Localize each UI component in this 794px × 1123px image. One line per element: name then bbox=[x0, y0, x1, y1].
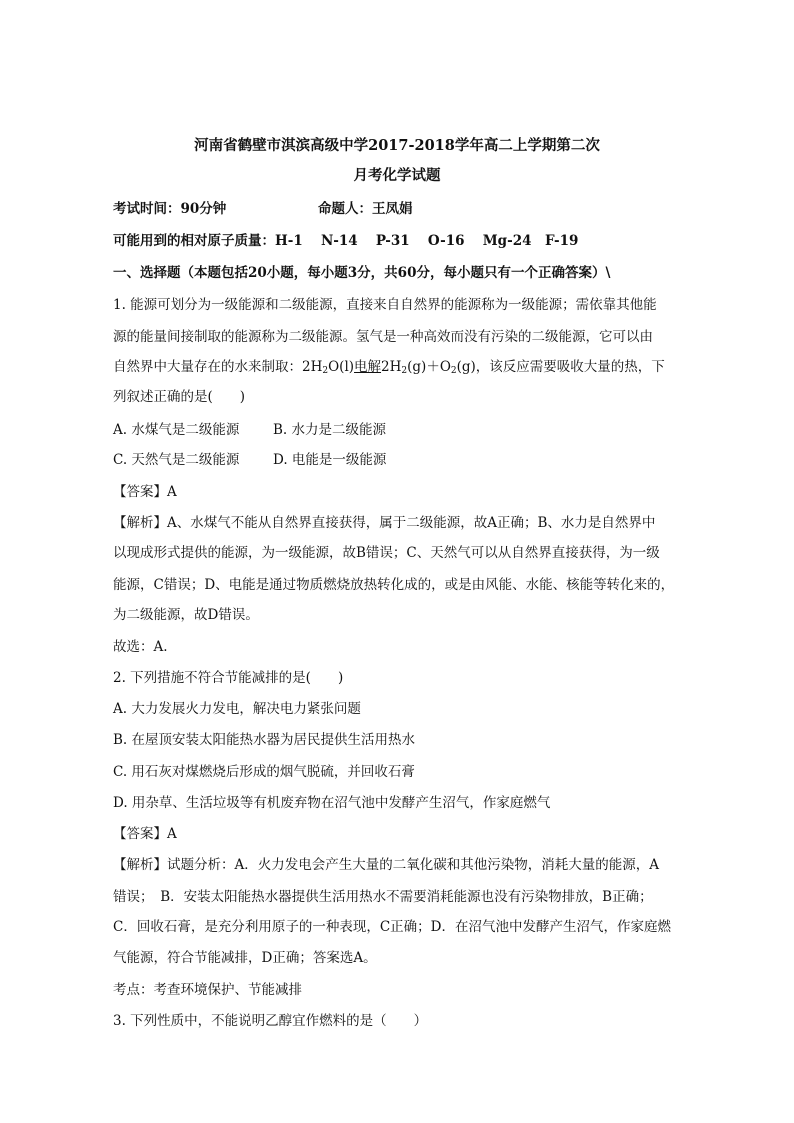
q1-text-a: 自然界中大量存在的水来制取：2H bbox=[113, 359, 323, 375]
q1-option-d: D. 电能是一级能源 bbox=[273, 452, 387, 468]
subscript: 2 bbox=[450, 366, 457, 376]
q1-stem-line3 bbox=[113, 355, 665, 375]
q1-option-c: C. 天然气是二级能源 bbox=[113, 452, 240, 468]
subscript: 2 bbox=[322, 366, 329, 376]
q2-option-a: A. 大力发展火力发电，解决电力紧张问题 bbox=[113, 701, 361, 717]
q2-kaodian: 考点：考查环境保护、节能减排 bbox=[113, 982, 302, 998]
q1-text-c: 2H bbox=[381, 359, 402, 375]
q2-explanation-line4: 气能源，符合节能减排，D正确；答案选A。 bbox=[113, 950, 377, 966]
q1-explanation-line1: 【解析】A、水煤气不能从自然界直接获得，属于二级能源，故A正确；B、水力是自然界中 bbox=[113, 515, 656, 531]
q1-answer: 【答案】A bbox=[113, 484, 177, 500]
q1-text-b: O(l) bbox=[328, 359, 355, 375]
q1-option-b: B. 水力是二级能源 bbox=[273, 422, 387, 438]
q2-stem: 2. 下列措施不符合节能减排的是( ) bbox=[113, 670, 344, 686]
q1-text-e: (g)，该反应需要吸收大量的热，下 bbox=[456, 359, 665, 375]
q1-conclusion: 故选：A. bbox=[113, 639, 168, 655]
exam-time: 考试时间：90分钟 bbox=[113, 201, 227, 217]
q1-text-d: (g)＋O bbox=[407, 359, 451, 375]
author: 命题人：王凤娟 bbox=[318, 201, 413, 217]
doc-title-line2: 月考化学试题 bbox=[353, 167, 441, 184]
atomic-mass-line: 可能用到的相对原子质量：H-1 N-14 P-31 O-16 Mg-24 F-19 bbox=[113, 233, 579, 249]
q1-stem-line2: 源的能量间接制取的能源称为二级能源。氢气是一种高效而没有污染的二级能源，它可以由 bbox=[113, 329, 653, 345]
q3-stem: 3. 下列性质中，不能说明乙醇宜作燃料的是（ ） bbox=[113, 1013, 428, 1029]
q2-explanation-line2: 错误； B．安装太阳能热水器提供生活用热水不需要消耗能源也没有污染物排放，B正确； bbox=[113, 889, 653, 905]
electrolysis-condition: 电解 bbox=[354, 359, 382, 375]
q1-explanation-line2: 以现成形式提供的能源，为一级能源，故B错误；C、天然气可以从自然界直接获得，为一级 bbox=[113, 545, 660, 561]
q2-option-c: C. 用石灰对煤燃烧后形成的烟气脱硫，并回收石膏 bbox=[113, 764, 415, 780]
subscript: 2 bbox=[401, 366, 408, 376]
q1-explanation-line4: 为二级能源，故D错误。 bbox=[113, 607, 259, 623]
q2-answer: 【答案】A bbox=[113, 826, 177, 842]
q1-option-a: A. 水煤气是二级能源 bbox=[113, 422, 240, 438]
q1-explanation-line3: 能源，C错误；D、电能是通过物质燃烧放热转化成的，或是由风能、水能、核能等转化来的， bbox=[113, 577, 675, 593]
section-heading: 一、选择题（本题包括20小题，每小题3分，共60分，每小题只有一个正确答案）\ bbox=[113, 265, 611, 281]
q2-option-b: B. 在屋顶安装太阳能热水器为居民提供生活用热水 bbox=[113, 732, 416, 748]
doc-title-line1: 河南省鹤壁市淇滨高级中学2017-2018学年高二上学期第二次 bbox=[194, 137, 600, 154]
q2-option-d: D. 用杂草、生活垃圾等有机废弃物在沼气池中发酵产生沼气，作家庭燃气 bbox=[113, 795, 551, 811]
q1-stem-line4: 列叙述正确的是( ) bbox=[113, 389, 246, 405]
q2-explanation-line3: C．回收石膏，是充分利用原子的一种表现，C正确；D．在沼气池中发酵产生沼气，作家庭燃 bbox=[113, 919, 671, 935]
q2-explanation-line1: 【解析】试题分析：A．火力发电会产生大量的二氧化碳和其他污染物，消耗大量的能源，A bbox=[113, 857, 659, 873]
q1-stem-line1: 1. 能源可划分为一级能源和二级能源，直接来自自然界的能源称为一级能源；需依靠其他能 bbox=[113, 297, 657, 313]
